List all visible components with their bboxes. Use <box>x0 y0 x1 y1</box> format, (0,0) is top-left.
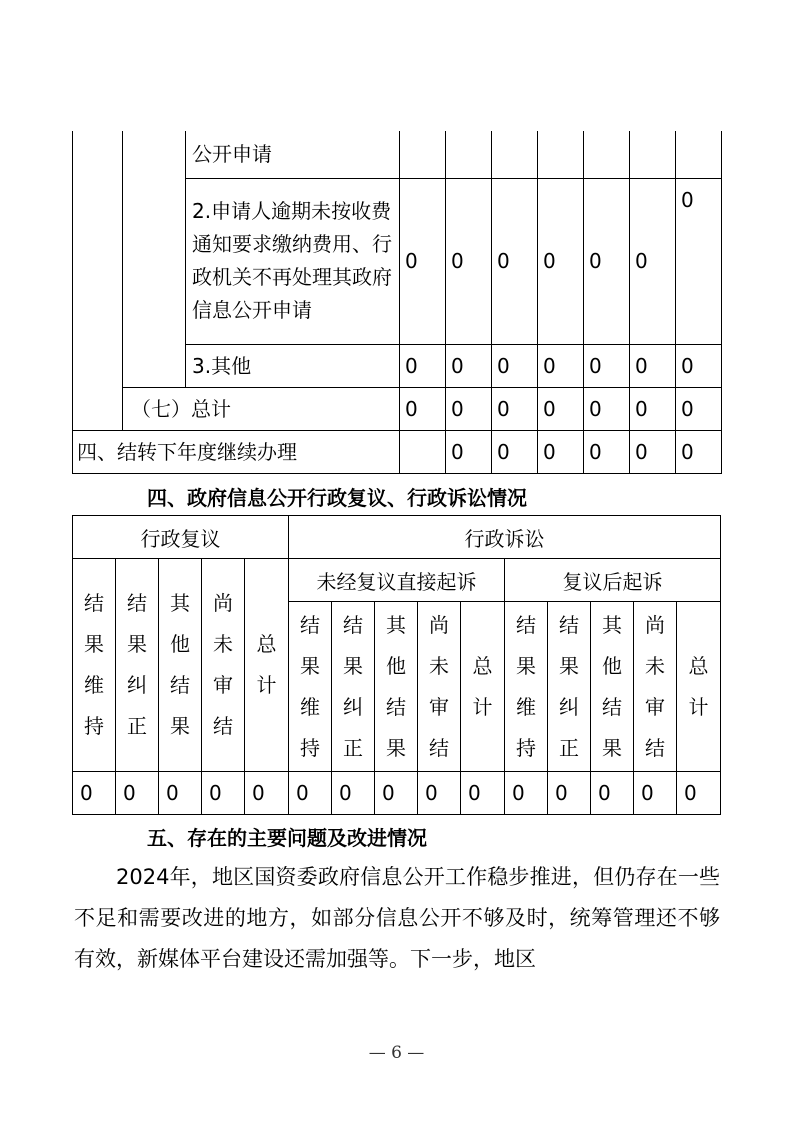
vertical-column-label <box>245 624 288 706</box>
paragraph-text: 2024年，地区国资委政府信息公开工作稳步推进，但仍存在一些不足和需要改进的地方，如部分信息公开不够及时，统筹管理还不够有效，新媒体平台建设还需加强等。下一步，地区 <box>74 865 720 971</box>
vertical-column-label <box>159 583 201 747</box>
review-header: 行政复议 <box>73 516 289 559</box>
table-header-row <box>73 516 721 559</box>
cell-empty <box>446 131 492 178</box>
cell-value: 0 <box>461 772 505 815</box>
vertical-label-char: 计 <box>472 694 493 719</box>
vertical-label-char: 结 <box>645 735 665 760</box>
cell-value: 0 <box>446 178 492 344</box>
vertical-column-label <box>418 605 460 769</box>
cell-value: 0 <box>289 772 332 815</box>
vertical-label-char: 果 <box>386 735 406 760</box>
cell-value: 0 <box>676 430 722 473</box>
cell-value <box>400 430 446 473</box>
vertical-label-char: 结 <box>127 591 147 615</box>
vertical-label-char: 未 <box>213 632 233 656</box>
vertical-label-char: 果 <box>127 632 147 656</box>
cell-empty <box>492 131 538 178</box>
cell-value: 0 <box>418 772 461 815</box>
cell-value: 0 <box>676 344 722 387</box>
cell-value: 0 <box>630 430 676 473</box>
cell-value: 0 <box>634 772 677 815</box>
row-label: 公开申请 <box>186 131 400 178</box>
vertical-label-char: 果 <box>84 632 104 656</box>
table-row <box>73 387 722 430</box>
vertical-label-char: 审 <box>429 694 449 719</box>
after-col-pending <box>634 602 677 772</box>
cell-value: 0 <box>538 430 584 473</box>
review-col-total <box>245 559 289 772</box>
cell-value: 0 <box>584 344 630 387</box>
cell-value: 0 <box>630 178 676 344</box>
after-col-upheld <box>505 602 548 772</box>
cell-value: 0 <box>538 178 584 344</box>
section-heading-issues: 五、存在的主要问题及改进情况 <box>147 826 427 850</box>
direct-col-upheld <box>289 602 332 772</box>
cell-value: 0 <box>375 772 418 815</box>
vertical-label-char: 计 <box>256 673 277 697</box>
cell-value: 0 <box>538 387 584 430</box>
vertical-label-char: 果 <box>516 653 536 678</box>
direct-col-pending <box>418 602 461 772</box>
vertical-label-char: 未 <box>645 653 665 678</box>
review-litigation-table <box>72 515 721 815</box>
vertical-column-label <box>375 605 417 769</box>
vertical-label-char: 维 <box>300 694 320 719</box>
vertical-label-char: 结 <box>300 612 320 637</box>
vertical-column-label <box>461 646 504 728</box>
cell-value: 0 <box>584 178 630 344</box>
vertical-label-char: 总 <box>472 653 493 678</box>
cell-value: 0 <box>505 772 548 815</box>
vertical-label-char: 果 <box>300 653 320 678</box>
cell-value: 0 <box>492 387 538 430</box>
vertical-label-char: 尚 <box>429 612 449 637</box>
vertical-column-label <box>202 583 244 747</box>
vertical-label-char: 他 <box>602 653 622 678</box>
vertical-label-char: 结 <box>429 735 449 760</box>
review-col-pending <box>202 559 245 772</box>
after-col-other <box>591 602 634 772</box>
vertical-column-label <box>634 605 676 769</box>
cell-value: 0 <box>591 772 634 815</box>
cell-value: 0 <box>630 344 676 387</box>
vertical-label-char: 他 <box>386 653 406 678</box>
direct-litigation-header: 未经复议直接起诉 <box>289 559 505 602</box>
vertical-label-char: 审 <box>213 673 233 697</box>
litigation-header: 行政诉讼 <box>289 516 721 559</box>
vertical-label-char: 维 <box>84 673 104 697</box>
vertical-label-char: 结 <box>386 694 406 719</box>
after-review-litigation-header: 复议后起诉 <box>505 559 721 602</box>
vertical-column-label <box>591 605 633 769</box>
vertical-label-char: 结 <box>343 612 363 637</box>
vertical-label-char: 果 <box>343 653 363 678</box>
vertical-column-label <box>548 605 590 769</box>
vertical-label-char: 结 <box>602 694 622 719</box>
vertical-label-char: 总 <box>688 653 709 678</box>
body-paragraph <box>74 857 720 980</box>
application-stats-table <box>72 131 722 474</box>
row-label: 3.其他 <box>186 344 400 387</box>
merged-subcategory-cell <box>123 131 186 387</box>
vertical-label-char: 计 <box>688 694 709 719</box>
cell-value: 0 <box>332 772 375 815</box>
cell-value: 0 <box>446 387 492 430</box>
vertical-label-char: 纠 <box>127 673 147 697</box>
vertical-column-label <box>289 605 331 769</box>
vertical-label-char: 正 <box>127 714 147 738</box>
cell-value: 0 <box>245 772 289 815</box>
review-col-other <box>159 559 202 772</box>
vertical-column-label <box>677 646 720 728</box>
cell-empty <box>538 131 584 178</box>
cell-value: 0 <box>400 387 446 430</box>
cell-value: 0 <box>116 772 159 815</box>
cell-value: 0 <box>159 772 202 815</box>
cell-value: 0 <box>630 387 676 430</box>
cell-value: 0 <box>446 430 492 473</box>
vertical-label-char: 他 <box>170 632 190 656</box>
direct-col-total <box>461 602 505 772</box>
section-heading-review-litigation: 四、政府信息公开行政复议、行政诉讼情况 <box>147 486 527 510</box>
vertical-label-char: 总 <box>256 632 277 656</box>
vertical-label-char: 果 <box>559 653 579 678</box>
vertical-label-char: 持 <box>516 735 536 760</box>
vertical-label-char: 其 <box>170 591 190 615</box>
cell-value: 0 <box>538 344 584 387</box>
cell-value: 0 <box>73 772 116 815</box>
vertical-label-char: 其 <box>386 612 406 637</box>
after-col-total <box>677 602 721 772</box>
vertical-label-char: 纠 <box>343 694 363 719</box>
cell-empty <box>400 131 446 178</box>
cell-empty <box>630 131 676 178</box>
direct-col-other <box>375 602 418 772</box>
cell-value: 0 <box>202 772 245 815</box>
direct-col-corrected <box>332 602 375 772</box>
row-label: （七）总计 <box>123 387 400 430</box>
vertical-column-label <box>332 605 374 769</box>
vertical-label-char: 其 <box>602 612 622 637</box>
merged-category-cell <box>73 131 123 430</box>
after-col-corrected <box>548 602 591 772</box>
vertical-label-char: 结 <box>516 612 536 637</box>
vertical-column-label <box>116 583 158 747</box>
cell-value: 0 <box>446 344 492 387</box>
vertical-label-char: 纠 <box>559 694 579 719</box>
cell-value: 0 <box>676 387 722 430</box>
vertical-column-label <box>505 605 547 769</box>
vertical-label-char: 结 <box>213 714 233 738</box>
table-row <box>73 772 721 815</box>
table-row <box>73 131 722 178</box>
vertical-label-char: 果 <box>602 735 622 760</box>
cell-value: 0 <box>492 178 538 344</box>
cell-value: 0 <box>400 178 446 344</box>
vertical-label-char: 正 <box>559 735 579 760</box>
vertical-label-char: 尚 <box>645 612 665 637</box>
vertical-label-char: 正 <box>343 735 363 760</box>
cell-value: 0 <box>676 178 722 344</box>
vertical-label-char: 审 <box>645 694 665 719</box>
vertical-label-char: 维 <box>516 694 536 719</box>
table-row <box>73 430 722 473</box>
vertical-label-char: 结 <box>559 612 579 637</box>
vertical-label-char: 持 <box>84 714 104 738</box>
cell-value: 0 <box>677 772 721 815</box>
table-header-row <box>73 559 721 602</box>
cell-value: 0 <box>492 344 538 387</box>
cell-value: 0 <box>584 387 630 430</box>
cell-empty <box>584 131 630 178</box>
cell-value: 0 <box>584 430 630 473</box>
cell-value: 0 <box>548 772 591 815</box>
review-col-upheld <box>73 559 116 772</box>
vertical-label-char: 尚 <box>213 591 233 615</box>
vertical-label-char: 未 <box>429 653 449 678</box>
cell-value: 0 <box>400 344 446 387</box>
row-label: 2.申请人逾期未按收费通知要求缴纳费用、行政机关不再处理其政府信息公开申请 <box>186 178 400 344</box>
cell-empty <box>676 131 722 178</box>
vertical-label-char: 结 <box>84 591 104 615</box>
review-col-corrected <box>116 559 159 772</box>
vertical-label-char: 果 <box>170 714 190 738</box>
vertical-label-char: 结 <box>170 673 190 697</box>
cell-value: 0 <box>492 430 538 473</box>
row-label: 四、结转下年度继续办理 <box>73 430 400 473</box>
page-number: — 6 — <box>368 1043 425 1063</box>
vertical-label-char: 持 <box>300 735 320 760</box>
vertical-column-label <box>73 583 115 747</box>
